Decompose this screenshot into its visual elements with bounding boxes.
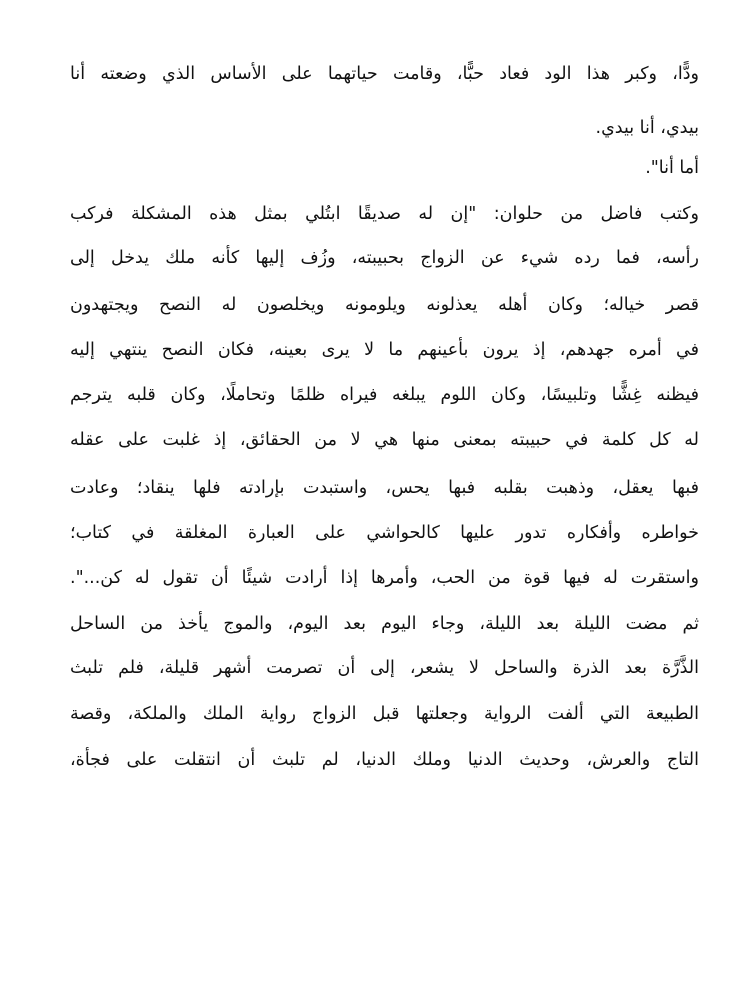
text-line: بيدي، أنا بيدي. <box>595 118 699 138</box>
text-line: في أمره جهدهم، إذ يرون بأعينهم ما لا يرى بعينه، فكان النصح ينتهي إليه <box>70 340 699 360</box>
text-line: أما أنا". <box>645 158 699 178</box>
text-line: التاج والعرش، وحديث الدنيا وملك الدنيا، لم تلبث أن انتقلت على فجأة، <box>70 750 699 770</box>
text-line: ثم مضت الليلة بعد الليلة، وجاء اليوم بعد اليوم، والموج يأخذ من الساحل <box>70 614 699 634</box>
text-line: الذَّرَّة بعد الذرة والساحل لا يشعر، إلى أن تصرمت أشهر قليلة، فلم تلبث <box>70 658 699 678</box>
text-line: ودًّا، وكبر هذا الود فعاد حبًّا، وقامت حياتهما على الأساس الذي وضعته أنا <box>70 64 699 84</box>
text-line: فيظنه غِشًّا وتلبيسًا، وكان اللوم يبلغه فيراه ظلمًا وتحاملًا، وكان قلبه يترجم <box>70 385 699 405</box>
text-line: وكتب فاضل من حلوان: "إن له صديقًا ابتُلي بمثل هذه المشكلة فركب <box>70 204 699 224</box>
text-line: رأسه، فما رده شيء عن الزواج بحبيبته، وزُف إليها كأنه ملك يدخل إلى <box>70 248 699 268</box>
text-line: له كل كلمة في حبيبته بمعنى منها هي لا من الحقائق، إذ غلبت على عقله <box>70 430 699 450</box>
text-line: خواطره وأفكاره تدور عليها كالحواشي على العبارة المغلقة في كتاب؛ <box>70 523 699 543</box>
text-line: فبها يعقل، وذهبت بقلبه فبها يحس، واستبدت بإرادته فلها ينقاد؛ وعادت <box>70 478 699 498</box>
text-line: واستقرت له فيها قوة من الحب، وأمرها إذا أرادت شيئًا أن تقول له كن...". <box>70 568 699 588</box>
text-line: قصر خياله؛ وكان أهله يعذلونه ويلومونه ويخلصون له النصح ويجتهدون <box>70 295 699 315</box>
text-line: الطبيعة التي ألفت الرواية وجعلتها قبل الزواج رواية الملك والملكة، وقصة <box>70 704 699 724</box>
